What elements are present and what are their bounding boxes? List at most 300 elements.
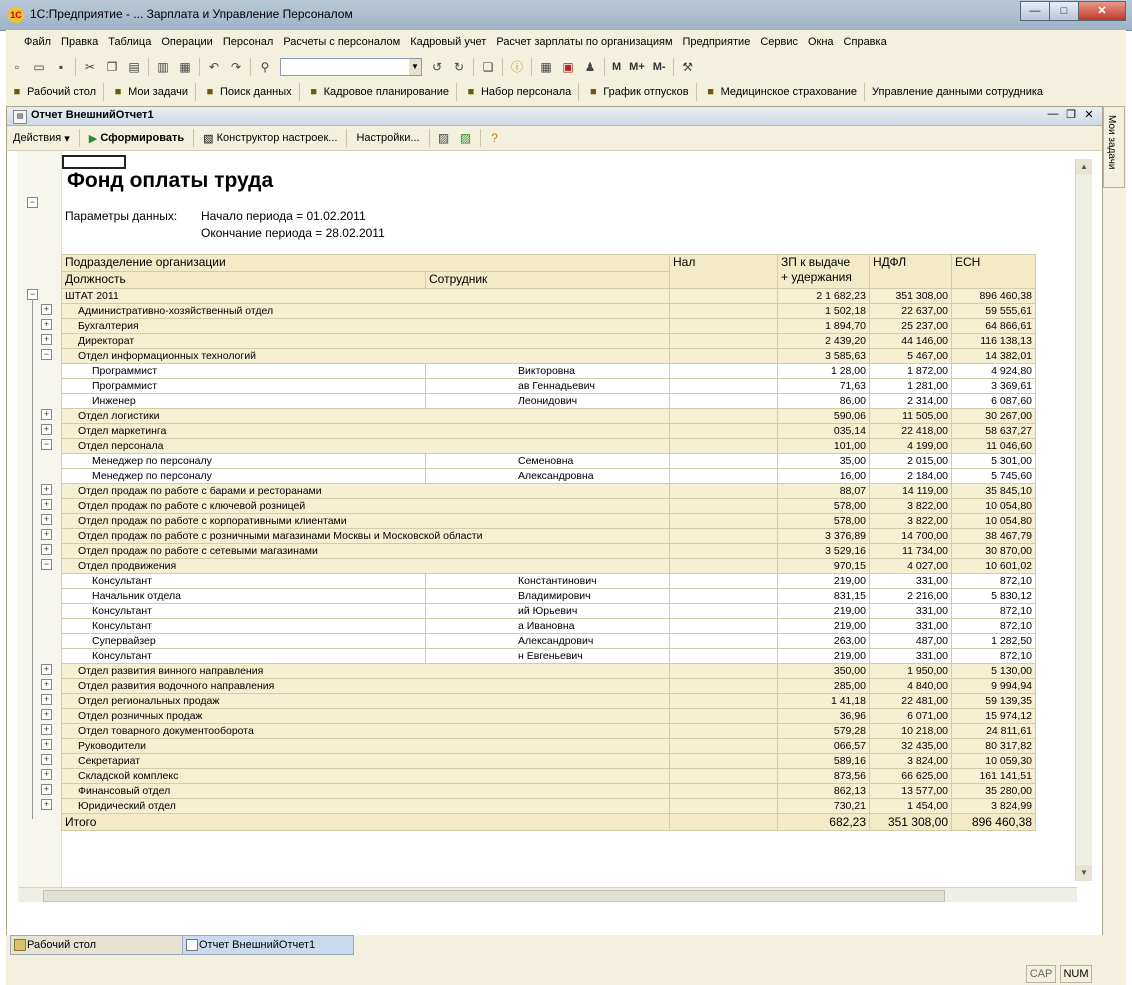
table-row[interactable] [62, 799, 1036, 814]
table-row[interactable] [62, 664, 1036, 679]
collapse-icon[interactable]: − [41, 559, 52, 570]
table-row[interactable] [62, 754, 1036, 769]
nal-cell [670, 424, 778, 439]
help-icon[interactable]: ? [491, 131, 498, 145]
title-bar [0, 0, 1132, 31]
horizontal-scrollbar[interactable] [19, 887, 1077, 902]
menu-item-11[interactable]: Справка [843, 36, 887, 48]
table-row[interactable] [62, 649, 1036, 664]
home-icon: ■ [13, 86, 21, 98]
quick-action-label: Рабочий стол [27, 86, 97, 98]
dept-cell: Отдел розничных продаж [62, 709, 670, 724]
memory-m-button[interactable]: М [612, 61, 622, 73]
tasks-icon: ■ [114, 86, 122, 98]
position-cell: Консультант [62, 649, 426, 664]
table-row[interactable] [62, 319, 1036, 334]
table-row[interactable] [62, 574, 1036, 589]
esn-cell: 872,10 [952, 649, 1036, 664]
table-row[interactable] [62, 379, 1036, 394]
nal-cell [670, 799, 778, 814]
vertical-scrollbar[interactable] [1075, 159, 1092, 881]
zp-cell: 035,14 [778, 424, 870, 439]
employee-cell: а Ивановна [426, 619, 670, 634]
header-dept: Подразделение организации [62, 255, 670, 272]
employee-cell: Константинович [426, 574, 670, 589]
esn-cell: 24 811,61 [952, 724, 1036, 739]
nal-cell [670, 364, 778, 379]
nal-cell [670, 739, 778, 754]
quick-action-label: Управление данными сотрудника [872, 86, 1044, 98]
my-tasks-side-tab[interactable] [1103, 106, 1125, 188]
ndfl-cell: 5 467,00 [870, 349, 952, 364]
quick-actions-bar [6, 80, 1126, 104]
dept-cell: Отдел продаж по работе с корпоративными клиентами [62, 514, 670, 529]
nal-cell [670, 604, 778, 619]
taskbar-desktop-label: Рабочий стол [27, 939, 97, 951]
nal-cell [670, 394, 778, 409]
search-icon[interactable]: ⚲ [260, 60, 270, 74]
planning-icon: ■ [310, 86, 317, 98]
zp-cell: 730,21 [778, 799, 870, 814]
zp-cell: 579,28 [778, 724, 870, 739]
total-nal-cell [670, 814, 778, 831]
expand-icon[interactable]: + [41, 709, 52, 720]
header-zp-line1: ЗП к выдаче [781, 255, 851, 269]
esn-cell: 9 994,94 [952, 679, 1036, 694]
copy-icon[interactable]: ❐ [106, 60, 118, 74]
dept-cell: ШТАТ 2011 [62, 289, 670, 304]
dept-cell: Отдел продаж по работе с ключевой розницей [62, 499, 670, 514]
ndfl-cell: 11 734,00 [870, 544, 952, 559]
total-row [62, 814, 1036, 831]
esn-cell: 14 382,01 [952, 349, 1036, 364]
expand-icon[interactable]: + [41, 679, 52, 690]
taskbar-desktop-button[interactable] [10, 935, 186, 955]
horizontal-scroll-thumb[interactable] [43, 890, 945, 902]
chevron-down-icon[interactable]: ▼ [409, 59, 421, 75]
nal-cell [670, 454, 778, 469]
nal-cell [670, 589, 778, 604]
nal-cell [670, 694, 778, 709]
total-zp-cell: 682,23 [778, 814, 870, 831]
position-cell: Менеджер по персоналу [62, 469, 426, 484]
collapse-icon[interactable]: − [41, 439, 52, 450]
search-input[interactable] [280, 58, 422, 76]
expand-icon[interactable]: + [41, 769, 52, 780]
table-row[interactable] [62, 349, 1036, 364]
load-settings-icon[interactable]: ▨ [459, 131, 472, 145]
expand-icon[interactable]: + [41, 694, 52, 705]
esn-cell: 3 824,99 [952, 799, 1036, 814]
table-row[interactable] [62, 529, 1036, 544]
tools-icon[interactable]: ⚒ [682, 60, 693, 74]
table-row[interactable] [62, 769, 1036, 784]
employee-cell: Викторовна [426, 364, 670, 379]
zp-cell: 3 585,63 [778, 349, 870, 364]
calculator-icon[interactable]: ▦ [540, 60, 552, 74]
employee-cell: Александровна [426, 469, 670, 484]
esn-cell: 30 870,00 [952, 544, 1036, 559]
ndfl-cell: 10 218,00 [870, 724, 952, 739]
table-row[interactable] [62, 589, 1036, 604]
esn-cell: 59 555,61 [952, 304, 1036, 319]
expand-icon[interactable]: + [41, 724, 52, 735]
zp-cell: 589,16 [778, 754, 870, 769]
esn-cell: 116 138,13 [952, 334, 1036, 349]
nal-cell [670, 514, 778, 529]
table-row[interactable] [62, 619, 1036, 634]
medical-icon: ■ [707, 86, 714, 98]
nal-cell [670, 499, 778, 514]
esn-cell: 38 467,79 [952, 529, 1036, 544]
generate-label: Сформировать [100, 132, 185, 144]
position-cell: Консультант [62, 604, 426, 619]
zp-cell: 2 1 682,23 [778, 289, 870, 304]
nal-cell [670, 409, 778, 424]
report-title: Фонд оплаты труда [67, 169, 274, 192]
esn-cell: 10 054,80 [952, 499, 1036, 514]
app-1c-icon: 1С [8, 7, 24, 23]
zp-cell: 590,06 [778, 409, 870, 424]
zp-cell: 71,63 [778, 379, 870, 394]
nal-cell [670, 754, 778, 769]
menu-item-9[interactable]: Сервис [760, 36, 798, 48]
header-nal: Нал [670, 255, 778, 289]
nal-cell [670, 319, 778, 334]
menu-item-1[interactable]: Правка [61, 36, 99, 48]
table-row[interactable] [62, 604, 1036, 619]
dept-cell: Отдел развития винного направления [62, 664, 670, 679]
esn-cell: 872,10 [952, 574, 1036, 589]
menu-item-2[interactable]: Таблица [108, 36, 152, 48]
ndfl-cell: 487,00 [870, 634, 952, 649]
zp-cell: 219,00 [778, 574, 870, 589]
table-row[interactable] [62, 454, 1036, 469]
employee-cell: ий Юрьевич [426, 604, 670, 619]
menu-item-3[interactable]: Операции [161, 36, 213, 48]
dept-cell: Секретариат [62, 754, 670, 769]
expand-icon[interactable]: + [41, 664, 52, 675]
settings-button[interactable] [356, 132, 419, 144]
quick-action-label: Мои задачи [128, 86, 188, 98]
report-window-title: Отчет ВнешнийОтчет1 [31, 109, 154, 121]
table-row[interactable] [62, 409, 1036, 424]
table-row[interactable] [62, 469, 1036, 484]
esn-cell: 1 282,50 [952, 634, 1036, 649]
ndfl-cell: 1 872,00 [870, 364, 952, 379]
position-cell: Программист [62, 364, 426, 379]
total-ndfl-cell: 351 308,00 [870, 814, 952, 831]
collapse-icon[interactable]: − [27, 289, 38, 300]
doc-restore-button[interactable]: ❐ [1066, 109, 1076, 121]
generate-button[interactable] [89, 132, 184, 145]
scroll-down-arrow-icon[interactable]: ▼ [1076, 865, 1092, 881]
windows-icon[interactable]: ❏ [482, 60, 494, 74]
zp-cell: 578,00 [778, 499, 870, 514]
ndfl-cell: 13 577,00 [870, 784, 952, 799]
zp-cell: 873,56 [778, 769, 870, 784]
save-icon[interactable]: ▪ [58, 60, 64, 74]
menu-bar [6, 30, 1126, 54]
zp-cell: 35,00 [778, 454, 870, 469]
memory-plus-button[interactable]: М+ [629, 61, 645, 73]
zp-cell: 86,00 [778, 394, 870, 409]
employee-cell: Леонидович [426, 394, 670, 409]
expand-icon[interactable]: + [41, 484, 52, 495]
nal-cell [670, 529, 778, 544]
preview-icon[interactable]: ▦ [179, 60, 191, 74]
calendar-icon[interactable]: ▣ [562, 60, 574, 74]
menu-item-7[interactable]: Расчет зарплаты по организациям [496, 36, 673, 48]
report-sheet [61, 151, 1071, 881]
ndfl-cell: 22 418,00 [870, 424, 952, 439]
nal-cell [670, 289, 778, 304]
dept-cell: Складской комплекс [62, 769, 670, 784]
settings-constructor-button[interactable] [203, 132, 337, 145]
expand-icon[interactable]: + [41, 499, 52, 510]
ndfl-cell: 66 625,00 [870, 769, 952, 784]
quick-action-6[interactable] [704, 85, 857, 99]
table-row[interactable] [62, 739, 1036, 754]
app-frame [6, 30, 1126, 985]
quick-action-2[interactable] [203, 85, 292, 99]
table-row[interactable] [62, 499, 1036, 514]
header-zp [778, 255, 870, 289]
dept-cell: Административно-хозяйственный отдел [62, 304, 670, 319]
scroll-up-arrow-icon[interactable]: ▲ [1076, 159, 1092, 175]
zp-cell: 862,13 [778, 784, 870, 799]
zp-cell: 066,57 [778, 739, 870, 754]
expand-icon[interactable]: + [41, 409, 52, 420]
menu-item-6[interactable]: Кадровый учет [410, 36, 487, 48]
table-row[interactable] [62, 544, 1036, 559]
header-employee: Сотрудник [426, 272, 670, 289]
esn-cell: 30 267,00 [952, 409, 1036, 424]
zp-cell: 263,00 [778, 634, 870, 649]
table-row[interactable] [62, 364, 1036, 379]
nal-cell [670, 619, 778, 634]
zp-cell: 88,07 [778, 484, 870, 499]
report-spreadsheet[interactable] [7, 151, 1102, 936]
employee-cell: Семеновна [426, 454, 670, 469]
constructor-icon: ▧ [203, 132, 214, 145]
expand-icon[interactable]: + [41, 544, 52, 555]
undo-icon[interactable]: ↶ [208, 60, 220, 74]
quick-action-label: Набор персонала [480, 86, 572, 98]
employee-cell: Владимирович [426, 589, 670, 604]
quick-action-1[interactable] [111, 85, 188, 99]
expand-icon[interactable]: + [41, 799, 52, 810]
ndfl-cell: 3 824,00 [870, 754, 952, 769]
nal-cell [670, 559, 778, 574]
dept-cell: Отдел региональных продаж [62, 694, 670, 709]
nal-cell [670, 484, 778, 499]
table-row[interactable] [62, 334, 1036, 349]
report-doc-icon: ▤ [13, 110, 27, 124]
quick-action-5[interactable] [586, 85, 688, 99]
dept-cell: Отдел персонала [62, 439, 670, 454]
nal-cell [670, 679, 778, 694]
dept-cell: Бухгалтерия [62, 319, 670, 334]
esn-cell: 10 059,30 [952, 754, 1036, 769]
expand-icon[interactable]: + [41, 304, 52, 315]
table-row[interactable] [62, 679, 1036, 694]
expand-icon[interactable]: + [41, 334, 52, 345]
chevron-down-icon: ▾ [64, 132, 70, 145]
table-row[interactable] [62, 394, 1036, 409]
ndfl-cell: 2 015,00 [870, 454, 952, 469]
esn-cell: 5 745,60 [952, 469, 1036, 484]
ndfl-cell: 4 840,00 [870, 679, 952, 694]
nal-cell [670, 724, 778, 739]
position-cell: Программист [62, 379, 426, 394]
nal-cell [670, 664, 778, 679]
doc-close-button[interactable]: ✕ [1084, 109, 1094, 121]
esn-cell: 64 866,61 [952, 319, 1036, 334]
table-row[interactable] [62, 724, 1036, 739]
dept-cell: Отдел логистики [62, 409, 670, 424]
table-row[interactable] [62, 439, 1036, 454]
zp-cell: 1 894,70 [778, 319, 870, 334]
quick-action-0[interactable] [10, 85, 96, 99]
esn-cell: 872,10 [952, 619, 1036, 634]
doc-minimize-button[interactable]: — [1047, 108, 1059, 120]
actions-menu[interactable] [13, 132, 70, 145]
table-row[interactable] [62, 304, 1036, 319]
users-icon[interactable]: ♟ [584, 60, 596, 74]
esn-cell: 80 317,82 [952, 739, 1036, 754]
dept-cell: Отдел продвижения [62, 559, 670, 574]
status-bar [6, 935, 1126, 985]
esn-cell: 896 460,38 [952, 289, 1036, 304]
expand-icon[interactable]: + [41, 319, 52, 330]
selected-cell[interactable] [62, 155, 126, 169]
minimize-button[interactable]: — [1020, 1, 1050, 21]
table-row[interactable] [62, 424, 1036, 439]
nal-cell [670, 784, 778, 799]
table-row[interactable] [62, 514, 1036, 529]
dept-cell: Финансовый отдел [62, 784, 670, 799]
ndfl-cell: 32 435,00 [870, 739, 952, 754]
find-prev-icon[interactable]: ↻ [453, 60, 465, 74]
close-button[interactable]: ✕ [1078, 1, 1126, 21]
grouping-gutter [17, 151, 62, 901]
nal-cell [670, 649, 778, 664]
ndfl-cell: 351 308,00 [870, 289, 952, 304]
dept-cell: Отдел развития водочного направления [62, 679, 670, 694]
esn-cell: 5 301,00 [952, 454, 1036, 469]
table-row[interactable] [62, 634, 1036, 649]
nal-cell [670, 349, 778, 364]
ndfl-cell: 11 505,00 [870, 409, 952, 424]
recruit-icon: ■ [467, 86, 475, 98]
total-esn-cell: 896 460,38 [952, 814, 1036, 831]
cut-icon[interactable]: ✂ [84, 60, 96, 74]
open-folder-icon[interactable]: ▭ [33, 60, 45, 74]
expand-icon[interactable]: + [41, 784, 52, 795]
expand-icon[interactable]: + [41, 514, 52, 525]
table-row[interactable] [62, 289, 1036, 304]
table-row[interactable] [62, 559, 1036, 574]
print-icon[interactable]: ▥ [157, 60, 169, 74]
zp-cell: 285,00 [778, 679, 870, 694]
quick-action-label: График отпусков [603, 86, 689, 98]
collapse-icon[interactable]: − [27, 197, 38, 208]
zp-cell: 36,96 [778, 709, 870, 724]
menu-item-10[interactable]: Окна [807, 36, 834, 48]
find-next-icon[interactable]: ↺ [431, 60, 443, 74]
header-position: Должность [62, 272, 426, 289]
employee-cell: ав Геннадьевич [426, 379, 670, 394]
dept-cell: Директорат [62, 334, 670, 349]
dept-cell: Юридический отдел [62, 799, 670, 814]
expand-icon[interactable]: + [41, 424, 52, 435]
report-table [61, 254, 1036, 831]
expand-icon[interactable]: + [41, 529, 52, 540]
quick-action-label: Медицинское страхование [720, 86, 858, 98]
tree-line [32, 299, 33, 819]
ndfl-cell: 1 454,00 [870, 799, 952, 814]
esn-cell: 161 141,51 [952, 769, 1036, 784]
num-indicator: NUM [1060, 965, 1092, 983]
menu-item-0[interactable]: Файл [24, 36, 52, 48]
expand-icon[interactable]: + [41, 739, 52, 750]
new-doc-icon[interactable]: ▫ [14, 60, 20, 74]
table-row[interactable] [62, 694, 1036, 709]
taskbar-report-button[interactable] [182, 935, 354, 955]
table-row[interactable] [62, 709, 1036, 724]
esn-cell: 15 974,12 [952, 709, 1036, 724]
ndfl-cell: 3 822,00 [870, 514, 952, 529]
zp-cell: 1 502,18 [778, 304, 870, 319]
menu-item-4[interactable]: Персонал [222, 36, 274, 48]
search-data-icon: ■ [206, 86, 214, 98]
expand-icon[interactable]: + [41, 754, 52, 765]
ndfl-cell: 331,00 [870, 604, 952, 619]
nal-cell [670, 379, 778, 394]
menu-item-8[interactable]: Предприятие [682, 36, 751, 48]
position-cell: Менеджер по персоналу [62, 454, 426, 469]
esn-cell: 4 924,80 [952, 364, 1036, 379]
quick-action-3[interactable] [307, 85, 449, 99]
quick-action-7[interactable] [872, 86, 1043, 98]
dept-cell: Отдел информационных технологий [62, 349, 670, 364]
vacation-chart-icon: ■ [589, 86, 597, 98]
paste-icon[interactable]: ▤ [128, 60, 140, 74]
quick-action-4[interactable] [464, 85, 571, 99]
save-settings-icon[interactable]: ▨ [437, 131, 450, 145]
esn-cell: 58 637,27 [952, 424, 1036, 439]
ndfl-cell: 1 281,00 [870, 379, 952, 394]
maximize-button[interactable]: □ [1049, 1, 1079, 21]
ndfl-cell: 331,00 [870, 619, 952, 634]
params-label: Параметры данных: [65, 209, 178, 223]
menu-item-5[interactable]: Расчеты с персоналом [283, 36, 401, 48]
dept-cell: Руководители [62, 739, 670, 754]
esn-cell: 5 830,12 [952, 589, 1036, 604]
taskbar-report-label: Отчет ВнешнийОтчет1 [199, 939, 316, 951]
redo-icon[interactable]: ↷ [230, 60, 242, 74]
collapse-icon[interactable]: − [41, 349, 52, 360]
play-icon: ▶ [88, 132, 98, 145]
table-row[interactable] [62, 484, 1036, 499]
table-row[interactable] [62, 784, 1036, 799]
ndfl-cell: 1 950,00 [870, 664, 952, 679]
ndfl-cell: 2 184,00 [870, 469, 952, 484]
info-icon[interactable]: ⓘ [510, 60, 523, 74]
dept-cell: Отдел продаж по работе с сетевыми магазинами [62, 544, 670, 559]
memory-minus-button[interactable]: М- [652, 61, 666, 73]
